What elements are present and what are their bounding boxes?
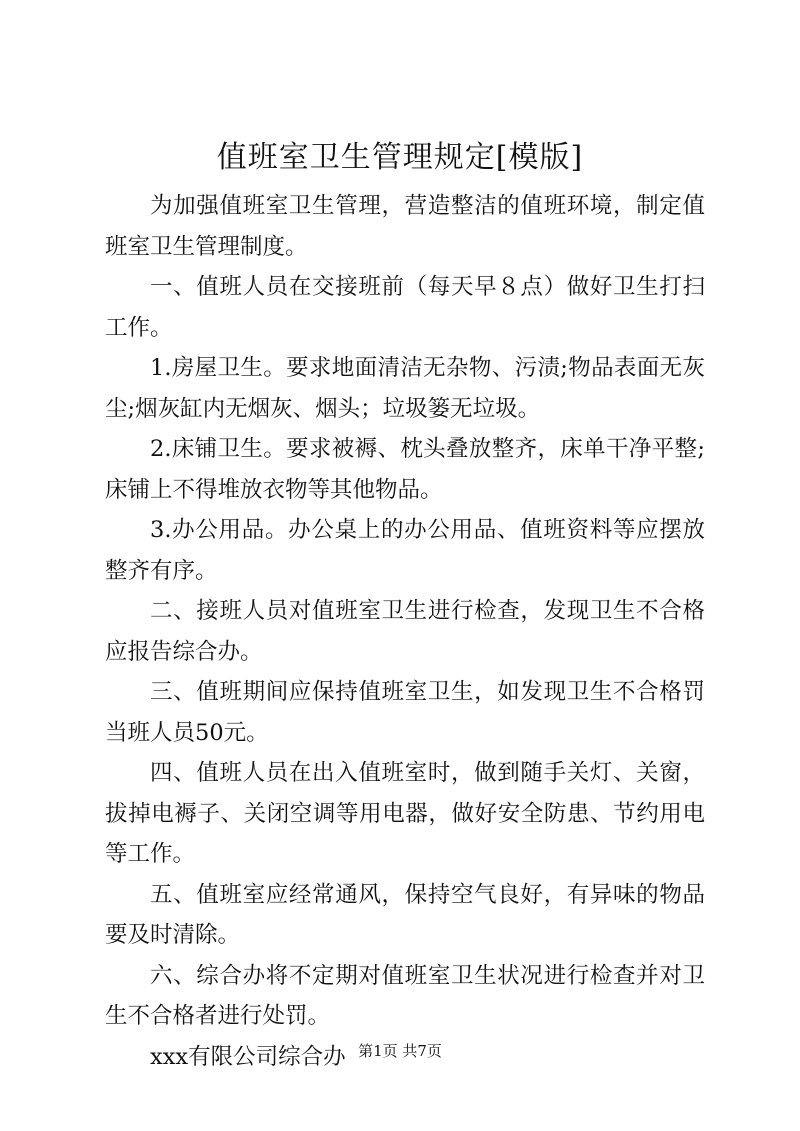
paragraph-rule-3: 三、值班期间应保持值班室卫生，如发现卫生不合格罚当班人员50元。 bbox=[105, 679, 705, 746]
paragraph-intro: 为加强值班室卫生管理，营造整洁的值班环境，制定值班室卫生管理制度。 bbox=[105, 193, 705, 260]
paragraph-rule-5: 五、值班室应经常通风，保持空气良好，有异味的物品要及时清除。 bbox=[105, 881, 705, 948]
paragraph-rule-2: 二、接班人员对值班室卫生进行检查，发现卫生不合格应报告综合办。 bbox=[105, 598, 705, 665]
document-body bbox=[105, 186, 705, 1077]
paragraph-office-supplies: 3.办公用品。办公桌上的办公用品、值班资料等应摆放整齐有序。 bbox=[105, 517, 705, 584]
paragraph-rule-6: 六、综合办将不定期对值班室卫生状况进行检查并对卫生不合格者进行处罚。 bbox=[105, 962, 705, 1029]
signature: xxx有限公司综合办 bbox=[150, 1043, 346, 1070]
paragraph-room-hygiene: 1.房屋卫生。要求地面清洁无杂物、污渍;物品表面无灰尘;烟灰缸内无烟灰、烟头；垃圾篓无垃圾。 bbox=[105, 355, 705, 422]
paragraph-rule-4: 四、值班人员在出入值班室时，做到随手关灯、关窗，拔掉电褥子、关闭空调等用电器，做好安全防患、节约用电等工作。 bbox=[105, 760, 705, 867]
paragraph-bed-hygiene: 2.床铺卫生。要求被褥、枕头叠放整齐，床单干净平整;床铺上不得堆放衣物等其他物品。 bbox=[105, 436, 705, 503]
document-title: 值班室卫生管理规定[模版] bbox=[216, 140, 584, 175]
paragraph-rule-1: 一、值班人员在交接班前（每天早８点）做好卫生打扫工作。 bbox=[105, 274, 705, 341]
page-number: 第1页 共7页 bbox=[358, 1042, 442, 1060]
